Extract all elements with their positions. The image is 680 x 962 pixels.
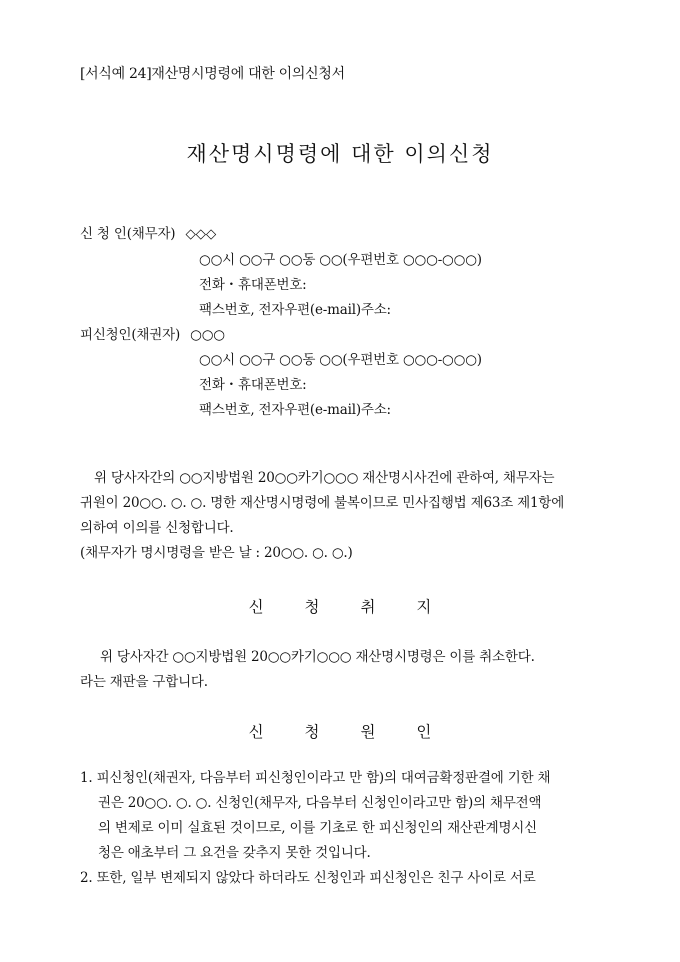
cause-item-2 (80, 866, 600, 891)
respondent-phone: 전화・휴대폰번호: (199, 377, 307, 393)
purpose-line: 위 당사자간 ○○지방법원 20○○카기○○○ 재산명시명령은 이를 취소한다. (100, 649, 535, 665)
applicant-address: ○○시 ○○구 ○○동 ○○(우편번호 ○○○-○○○) (199, 252, 482, 268)
cause-line: 권은 20○○. ○. ○. 신청인(채무자, 다음부터 신청인이라고만 함)의 채무전액 (98, 795, 542, 811)
respondent-label-text: 피신청인(채권자) (80, 327, 181, 343)
respondent-address: ○○시 ○○구 ○○동 ○○(우편번호 ○○○-○○○) (199, 352, 482, 368)
form-label: [서식예 24]재산명시명령에 대한 이의신청서 (80, 66, 345, 82)
purpose-line: 라는 재판을 구합니다. (80, 674, 208, 690)
applicant-label-text: 신 청 인(채무자) (80, 226, 176, 242)
respondent-fax: 팩스번호, 전자우편(e-mail)주소: (199, 402, 391, 418)
respondent-name: ○○○ (190, 327, 225, 343)
respondent-label (80, 323, 225, 343)
cause-line: 2. 또한, 일부 변제되지 않았다 하더라도 신청인과 피신청인은 친구 사이로 서로 (80, 870, 536, 886)
applicant-label (80, 222, 216, 242)
document-title: 재산명시명령에 대한 이의신청 (186, 142, 494, 166)
cause-line: 의 변제로 이미 실효된 것이므로, 이를 기초로 한 피신청인의 재산관계명시신 (98, 820, 537, 836)
intro-line: (채무자가 명시명령을 받은 날 : 20○○. ○. ○.) (80, 545, 353, 561)
intro-line: 위 당사자간의 ○○지방법원 20○○카기○○○ 재산명시사건에 관하여, 채무자는 (94, 470, 555, 486)
cause-list (80, 766, 600, 891)
applicant-name: ◇◇◇ (185, 226, 217, 242)
intro-paragraph (80, 466, 600, 566)
purpose-heading: 신 청 취 지 (248, 598, 450, 616)
purpose-paragraph (80, 645, 600, 695)
cause-heading: 신 청 원 인 (248, 723, 450, 741)
applicant-phone: 전화・휴대폰번호: (199, 277, 307, 293)
cause-line: 1. 피신청인(채권자, 다음부터 피신청인이라고 만 함)의 대여금확정판결에 기한 채 (80, 770, 551, 786)
intro-line: 의하여 이의를 신청합니다. (80, 520, 234, 536)
cause-line: 청은 애초부터 그 요건을 갖추지 못한 것입니다. (98, 845, 371, 861)
cause-item-1 (80, 766, 600, 866)
intro-line: 귀원이 20○○. ○. ○. 명한 재산명시명령에 불복이므로 민사집행법 제63조 제1항에 (80, 495, 565, 511)
applicant-fax: 팩스번호, 전자우편(e-mail)주소: (199, 302, 391, 318)
